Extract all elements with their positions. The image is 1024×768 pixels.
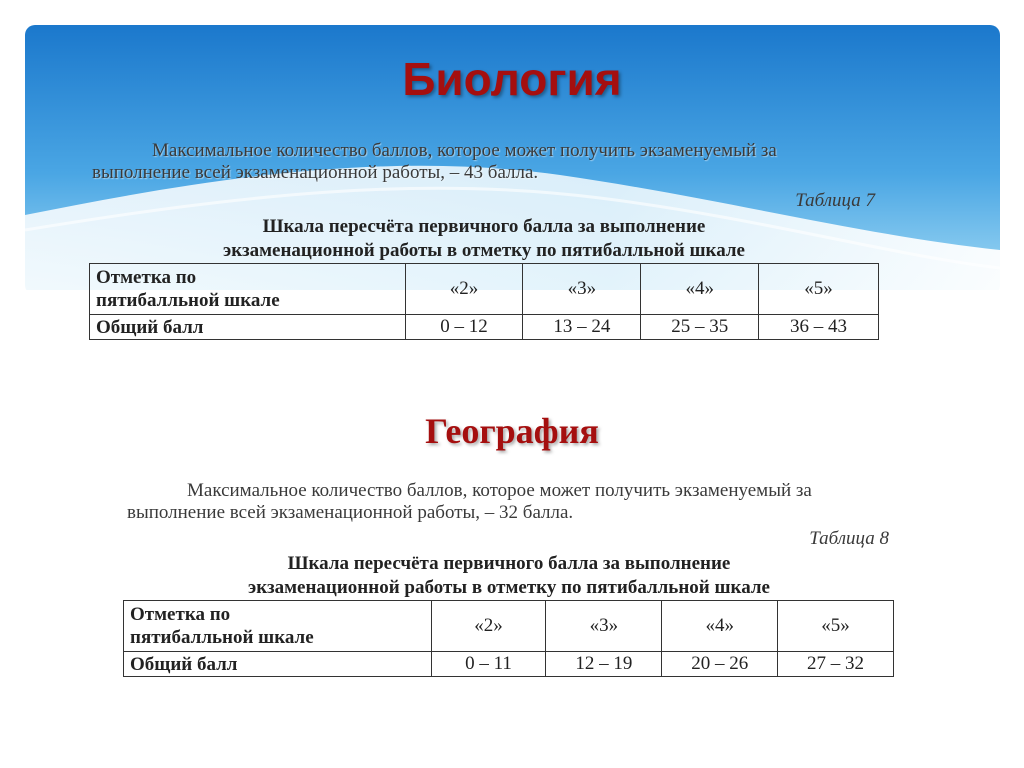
grade-cell: «5» <box>759 264 879 315</box>
table-row <box>90 264 879 315</box>
grade-cell: «3» <box>546 601 662 652</box>
score-range-cell: 13 – 24 <box>523 315 641 340</box>
grade-header-line1: Отметка по <box>96 267 197 288</box>
biology-caption-line1: Шкала пересчёта первичного балла за выполнение <box>262 216 706 237</box>
grade-header-line2: пятибалльной шкале <box>130 627 314 648</box>
table-row <box>124 601 894 652</box>
biology-max-score-text <box>92 140 882 184</box>
biology-table-number: Таблица 7 <box>795 190 875 211</box>
grade-header-line2: пятибалльной шкале <box>96 290 280 311</box>
score-row-header: Общий балл <box>124 652 432 677</box>
geography-table-number: Таблица 8 <box>809 528 889 549</box>
grade-cell: «2» <box>405 264 523 315</box>
score-range-cell: 25 – 35 <box>641 315 759 340</box>
score-range-cell: 0 – 12 <box>405 315 523 340</box>
grade-cell: «3» <box>523 264 641 315</box>
score-range-cell: 0 – 11 <box>431 652 546 677</box>
table-row <box>124 652 894 677</box>
score-range-cell: 36 – 43 <box>759 315 879 340</box>
grade-cell: «4» <box>662 601 778 652</box>
biology-caption-line2: экзаменационной работы в отметку по пятибалльной шкале <box>223 240 745 261</box>
biology-title: Биология <box>402 53 622 105</box>
grade-cell: «2» <box>431 601 546 652</box>
table-row <box>90 315 879 340</box>
score-row-header: Общий балл <box>90 315 406 340</box>
grade-cell: «4» <box>641 264 759 315</box>
biology-paragraph-line2: выполнение всей экзаменационной работы, – 43 балла. <box>92 162 539 183</box>
grade-row-header <box>124 601 432 652</box>
score-range-cell: 20 – 26 <box>662 652 778 677</box>
geography-title: География <box>425 411 599 451</box>
grade-cell: «5» <box>778 601 894 652</box>
biology-score-table <box>89 263 879 340</box>
biology-table-caption <box>90 215 878 263</box>
grade-row-header <box>90 264 406 315</box>
geography-max-score-text <box>127 480 889 524</box>
grade-header-line1: Отметка по <box>130 604 231 625</box>
geography-caption-line2: экзаменационной работы в отметку по пятибалльной шкале <box>248 577 770 598</box>
geography-caption-line1: Шкала пересчёта первичного балла за выполнение <box>287 553 731 574</box>
geography-table-caption <box>124 552 894 600</box>
score-range-cell: 27 – 32 <box>778 652 894 677</box>
geography-paragraph-line1: Максимальное количество баллов, которое может получить экзаменуемый за <box>187 480 812 501</box>
geography-score-table <box>123 600 894 677</box>
biology-paragraph-line1: Максимальное количество баллов, которое может получить экзаменуемый за <box>152 140 777 161</box>
score-range-cell: 12 – 19 <box>546 652 662 677</box>
geography-paragraph-line2: выполнение всей экзаменационной работы, – 32 балла. <box>127 502 574 523</box>
